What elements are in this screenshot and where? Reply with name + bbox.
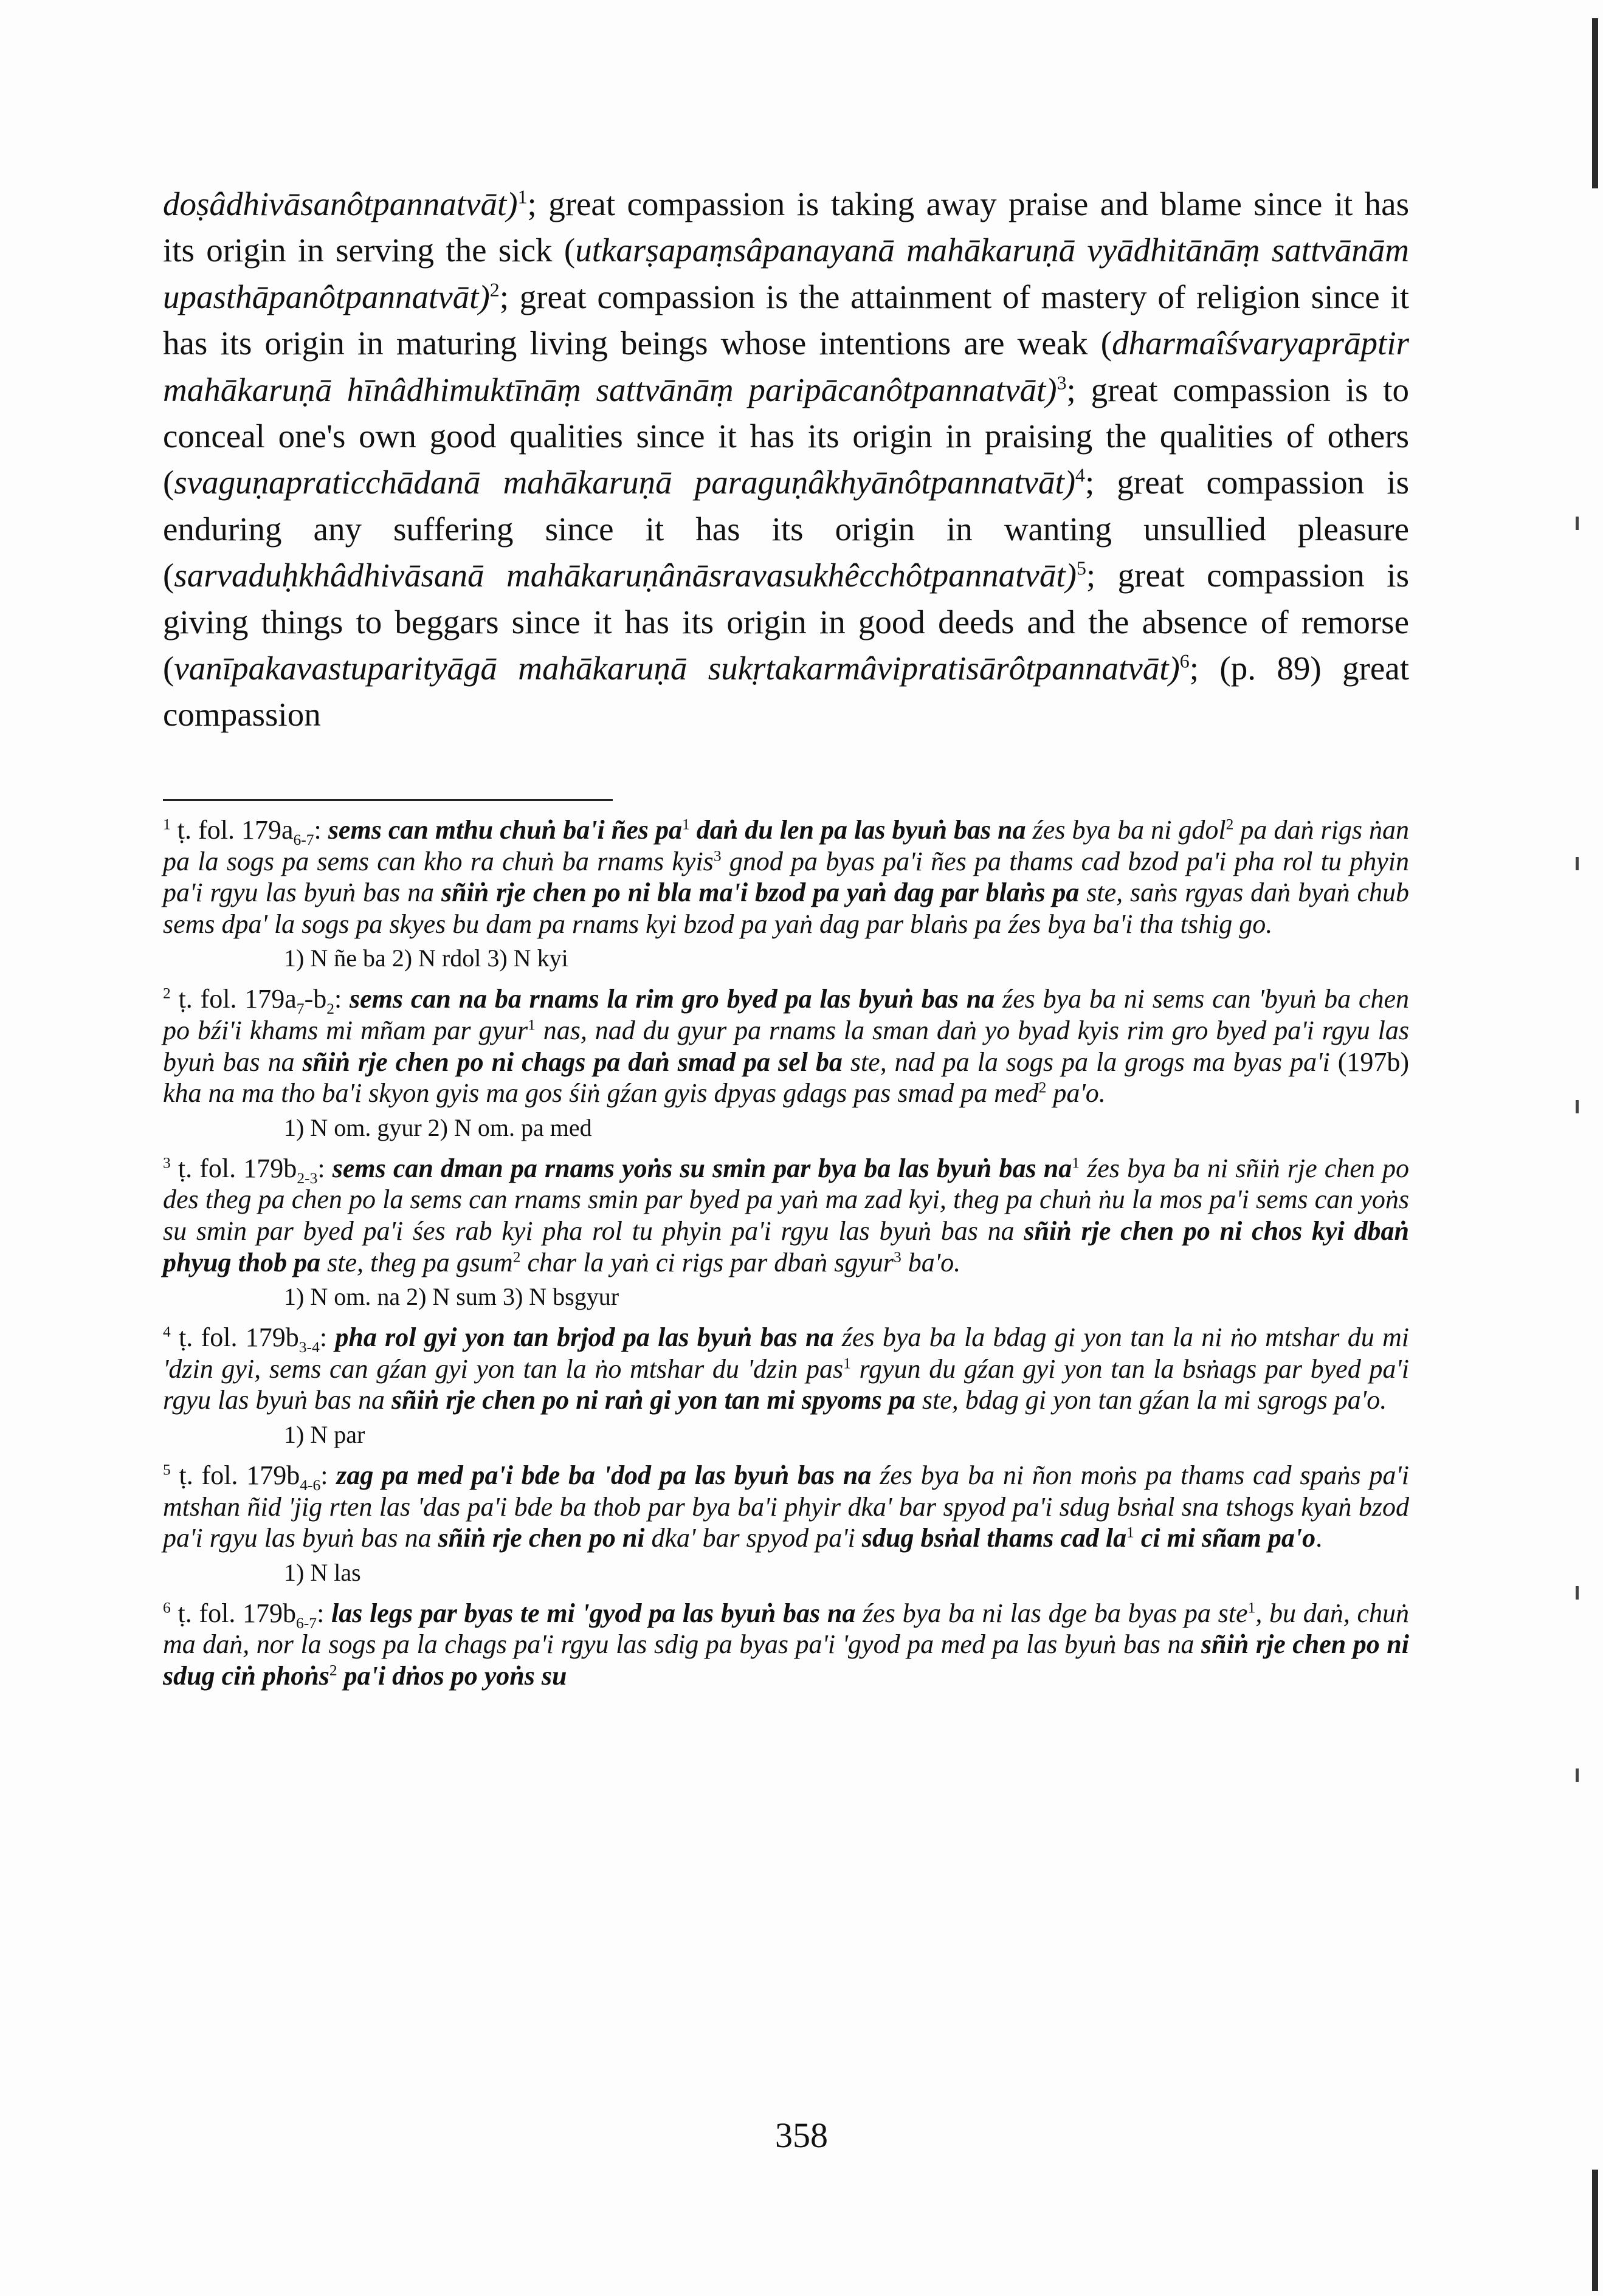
text-run: ste, bdag gi yon tan gźan la mi sgrogs pa'o. <box>915 1385 1387 1415</box>
footnote-3 <box>163 1153 1409 1278</box>
text-run: : <box>317 1153 333 1183</box>
text-run: źes bya ba ni las dge ba byas pa ste <box>855 1598 1248 1628</box>
variant-readings: 1) N ñe ba 2) N rdol 3) N kyi <box>284 944 568 972</box>
note-marker: 2 <box>163 984 171 1002</box>
text-run: 2-3 <box>297 1169 318 1187</box>
text-run: rgyun du gźan gyi yon tan la bsṅags par byed pa'i rgyu las byuṅ bas na <box>163 1353 1410 1415</box>
text-run: sarvaduḥkhâdhivāsanā mahākaruṇânāsravasukhêcchôtpannatvāt) <box>174 557 1077 594</box>
note-marker: 2 <box>489 279 500 301</box>
variant-readings: 1) N om. na 2) N sum 3) N bsgyur <box>284 1283 619 1311</box>
note-marker: 1 <box>1072 1153 1080 1172</box>
text-run: : <box>334 984 350 1014</box>
text-run: : <box>319 1322 336 1353</box>
lemma-text: pha rol gyi yon tan brjod pa las byuṅ bas na <box>335 1322 834 1353</box>
text-run: char la yaṅ ci rigs par dbaṅ sgyur <box>520 1247 894 1277</box>
footnote-5 <box>163 1460 1409 1554</box>
text-run: -b <box>304 984 327 1014</box>
main-text <box>163 181 1409 738</box>
footnotes-section <box>163 814 1409 1695</box>
text-run: ste, theg pa gsum <box>320 1247 513 1277</box>
lemma-text: zag pa med pa'i bde ba 'dod pa las byuṅ bas na <box>336 1460 872 1490</box>
note-marker: 2 <box>512 1247 521 1265</box>
text-run: nas, nad du gyur pa rnams la sman daṅ yo byad kyis rim gro byed pa'i rgyu las byuṅ bas na <box>163 1015 1409 1077</box>
variant-readings: 1) N las <box>284 1558 361 1586</box>
text-run: ba'o. <box>901 1247 961 1277</box>
text-run: doṣâdhivāsanôtpannatvāt) <box>163 185 518 222</box>
footnote-2 <box>163 983 1409 1108</box>
footnote-6 <box>163 1598 1409 1692</box>
lemma-text: pa'i dṅos po yoṅs su <box>337 1660 567 1691</box>
lemma-text: sñiṅ rje chen po ni chags pa daṅ smad pa sel ba <box>302 1047 843 1077</box>
note-marker: 2 <box>329 1661 337 1679</box>
text-run: : <box>320 1460 337 1490</box>
note-marker: 4 <box>1075 465 1085 487</box>
text-run: , bu daṅ, chuṅ ma daṅ, nor la sogs pa la chags pa'i rgyu las sdig pa byas pa'i 'gyod pa med pa las byuṅ bas na <box>163 1598 1410 1660</box>
lemma-text: las legs par byas te mi 'gyod pa las byuṅ bas na <box>331 1598 856 1628</box>
text-run: dharmaîśvaryaprāptir mahākaruṇā hīnâdhimuktīnāṃ sattvānāṃ paripācanôtpannatvāt) <box>163 325 1409 408</box>
note-marker: 2 <box>1038 1078 1047 1096</box>
variant-readings: 1) N par <box>284 1420 365 1448</box>
note-marker: 1 <box>1247 1598 1256 1617</box>
note-marker: 1 <box>517 186 528 208</box>
text-run: ste, nad pa la sogs pa la grogs ma byas pa'i <box>842 1047 1338 1077</box>
lemma-text: sems can dman pa rnams yoṅs su smin par bya ba las byuṅ bas na <box>332 1153 1072 1183</box>
lemma-text: sñiṅ rje chen po ni <box>438 1523 645 1553</box>
lemma-text: sñiṅ rje chen po ni sdug ciṅ phoṅs <box>163 1629 1409 1691</box>
text-run: kha na ma tho ba'i skyon gyis ma gos śiṅ gźan gyis dpyas gdags pas smad pa med <box>163 1078 1039 1108</box>
note-marker: 3 <box>1057 372 1067 394</box>
page-number: 358 <box>775 2116 828 2155</box>
main-paragraph <box>163 181 1409 738</box>
text-run: gnod pa byas pa'i ñes pa thams cad bzod pa'i pha rol tu phyin pa'i rgyu las byuṅ bas na <box>163 846 1409 908</box>
note-marker: 1 <box>163 815 171 833</box>
note-marker: 3 <box>713 846 722 864</box>
note-marker: 6 <box>1179 650 1190 672</box>
text-run: : <box>317 1598 332 1628</box>
note-marker: 2 <box>1226 815 1234 833</box>
note-marker: 1 <box>528 1016 536 1034</box>
text-run: ṭ. fol. 179b <box>170 1153 297 1183</box>
footnote-separator <box>163 799 613 801</box>
lemma-text: ci mi sñam pa'o <box>1134 1523 1316 1553</box>
text-run: 4-6 <box>300 1476 321 1494</box>
text-run: źes bya ba ni gdol <box>1026 815 1226 845</box>
text-run: utkarṣapaṃsâpanayanā mahākaruṇā vyādhitānāṃ sattvānām upasthāpanôtpannatvāt) <box>163 232 1409 315</box>
text-run: źes bya ba ni sñiṅ rje chen po des theg pa chen po la sems can rnams smin par byed pa yaṅ ma zad kyi, theg pa chuṅ ṅu la mos pa'i sems can yoṅs su smin par byed pa'i śes rab kyi pha rol tu phyin pa'i rgyu las byuṅ bas na <box>163 1153 1409 1246</box>
text-run: (197b) <box>1337 1047 1410 1077</box>
text-run: ; great compassion is taking away praise and blame since it has its origin in serving the sick ( <box>163 185 1409 269</box>
text-run: ; great compassion is giving things to beggars since it has its origin in good deeds and the absence of remorse ( <box>163 557 1409 687</box>
text-run: pa'o. <box>1046 1078 1106 1108</box>
text-run: pa daṅ rigs ṅan pa la sogs pa sems can kho ra chuṅ ba rnams kyis <box>163 815 1410 876</box>
lemma-text: sems can na ba rnams la rim gro byed pa las byuṅ bas na <box>350 984 995 1014</box>
note-marker: 3 <box>163 1153 171 1172</box>
text-run: : <box>314 815 328 845</box>
text-run: ; (p. 89) great compassion <box>163 650 1409 734</box>
text-run: . <box>1315 1523 1323 1553</box>
lemma-text: sems can mthu chuṅ ba'i ñes pa <box>328 815 682 845</box>
text-run: ṭ. fol. 179a <box>170 815 294 845</box>
lemma-text: daṅ du len pa las byuṅ bas na <box>689 815 1026 845</box>
note-marker: 6 <box>163 1598 171 1617</box>
text-run: 3-4 <box>298 1338 320 1356</box>
text-run: źes bya ba ni sems can 'byuṅ ba chen po bźi'i khams mi mñam par gyur <box>163 984 1409 1045</box>
text-run: źes bya ba ni ñon moṅs pa thams cad spaṅs pa'i mtshan ñid 'jig rten las 'das pa'i bde ba thob par bya ba'i phyir dka' bar spyod pa'i sdug bsṅal sna tshogs kyaṅ bzod pa'i rgyu las byuṅ bas na <box>163 1460 1410 1553</box>
lemma-text: sñiṅ rje chen po ni raṅ gi yon tan mi spyoms pa <box>391 1385 915 1415</box>
text-run: 6-7 <box>293 830 314 848</box>
note-marker: 4 <box>163 1322 171 1341</box>
text-run: ṭ. fol. 179b <box>170 1322 299 1353</box>
text-run: 2 <box>326 1000 334 1018</box>
text-run: 6-7 <box>296 1614 317 1632</box>
lemma-text: sdug bsṅal thams cad la <box>861 1523 1127 1553</box>
footnote-1 <box>163 814 1409 940</box>
text-run: źes bya ba la bdag gi yon tan la ni ṅo mtshar du mi 'dzin gyi, sems can gźan gyi yon tan la ṅo mtshar du 'dzin pas <box>163 1322 1410 1384</box>
text-run: dka' bar spyod pa'i <box>644 1523 862 1553</box>
variant-readings: 1) N om. gyur 2) N om. pa med <box>284 1113 592 1141</box>
text-run: 7 <box>296 1000 305 1018</box>
lemma-text: sñiṅ rje chen po ni bla ma'i bzod pa yaṅ dag par blaṅs pa <box>441 878 1080 908</box>
note-marker: 1 <box>681 815 690 833</box>
text-run: ; great compassion is to conceal one's own good qualities since it has its origin in praising the qualities of others ( <box>163 371 1409 501</box>
text-run: ṭ. fol. 179a <box>170 984 297 1014</box>
text-run: ṭ. fol. 179b <box>170 1460 300 1490</box>
note-marker: 5 <box>1076 557 1086 579</box>
note-marker: 1 <box>843 1354 851 1372</box>
text-run: ; great compassion is enduring any suffering since it has its origin in wanting unsullied pleasure ( <box>163 464 1409 594</box>
text-run: ste, saṅs rgyas daṅ byaṅ chub sems dpa' la sogs pa skyes bu dam pa rnams kyi bzod pa yaṅ dag par blaṅs pa źes bya ba'i tha tshig go. <box>163 878 1410 939</box>
lemma-text: sñiṅ rje chen po ni chos kyi dbaṅ phyug thob pa <box>163 1215 1410 1277</box>
text-run: svaguṇapraticchādanā mahākaruṇā paraguṇâkhyānôtpannatvāt) <box>174 464 1076 501</box>
note-marker: 5 <box>163 1460 171 1479</box>
text-run: ṭ. fol. 179b <box>170 1598 297 1628</box>
text-run: vanīpakavastuparityāgā mahākaruṇā sukṛtakarmâvipratisārôtpannatvāt) <box>174 650 1180 687</box>
footnote-4 <box>163 1322 1409 1416</box>
text-run: ; great compassion is the attainment of mastery of religion since it has its origin in maturing living beings whose intentions are weak ( <box>163 278 1409 362</box>
scan-border-shadow <box>1567 18 1603 2291</box>
note-marker: 1 <box>1126 1523 1134 1541</box>
note-marker: 3 <box>894 1247 901 1265</box>
